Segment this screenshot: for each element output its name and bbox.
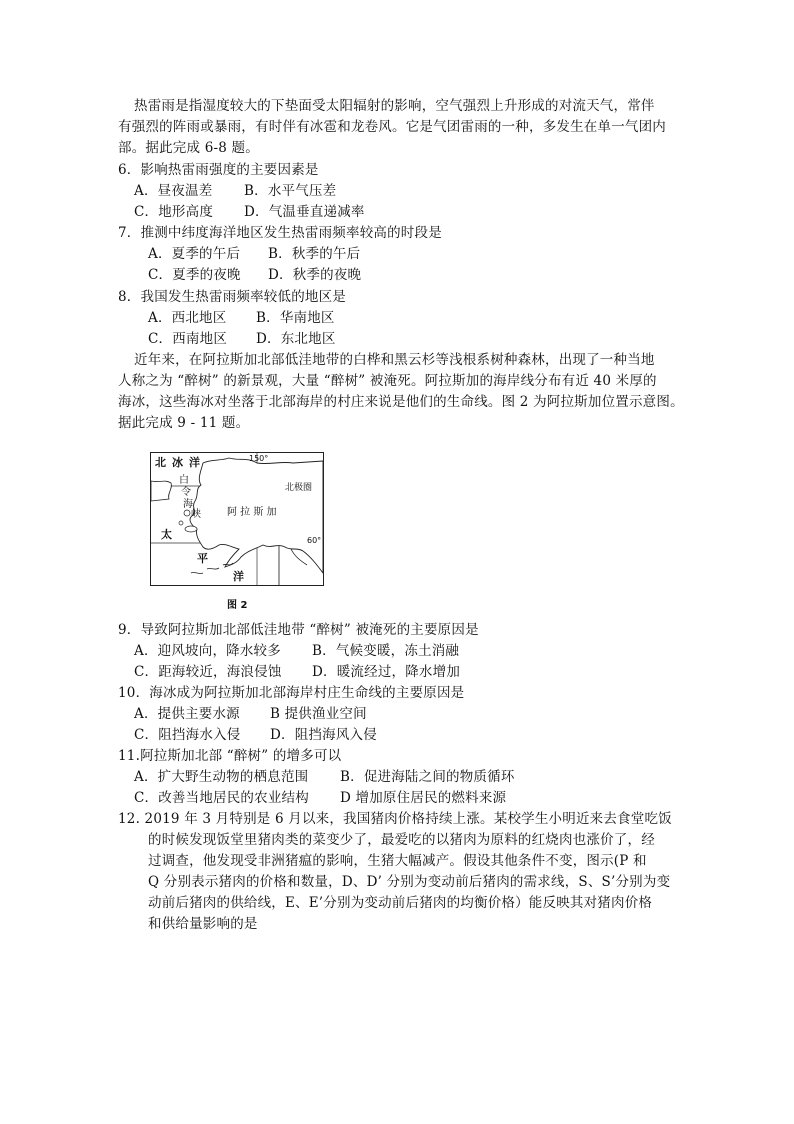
lon150-label: 150° (249, 454, 269, 463)
asia-coast (151, 481, 171, 501)
q7-option-a: A．夏季的午后 (148, 246, 241, 262)
q12-line-6: 和供给量影响的是 (148, 916, 258, 932)
pacific-char-1: 太 (161, 528, 172, 541)
intro2-line-1: 近年来，在阿拉斯加北部低洼地带的白桦和黑云杉等浅根系树种森林，出现了一种当地 (134, 352, 655, 368)
q10-stem: 10．海冰成为阿拉斯加北部海岸村庄生命线的主要原因是 (118, 685, 465, 701)
q9-option-c: C．距海较近，海浪侵蚀 (134, 664, 282, 680)
intro1-line-1: 热雷雨是指湿度较大的下垫面受太阳辐射的影响，空气强烈上升形成的对流天气，常伴 (134, 98, 655, 114)
lat60-label: 60° (307, 536, 322, 545)
q12-line-1: 12. 2019 年 3 月特别是 6 月以来，我国猪肉价格持续上涨。某校学生小明近来去食堂吃饭 (118, 811, 672, 827)
arctic-ocean-label: 北冰洋 (155, 456, 206, 469)
q11-option-d: D 增加原住居民的燃料来源 (340, 790, 507, 806)
q12-line-5: 动前后猪肉的供给线，E、E’分别为变动前后猪肉的均衡价格）能反映其对猪肉价格 (148, 895, 653, 911)
q11-option-a: A．扩大野生动物的栖息范围 (134, 769, 309, 785)
q6-option-a: A．昼夜温差 (134, 183, 213, 199)
q12-line-2: 的时候发现饭堂里猪肉类的菜变少了，最爱吃的以猪肉为原料的红烧肉也涨价了，经 (148, 832, 655, 848)
q12-line-4: Q 分别表示猪肉的价格和数量，D、D’ 分别为变动前后猪肉的需求线，S、S’分别为变 (148, 874, 671, 890)
q10-option-b: B 提供渔业空间 (270, 706, 367, 722)
q9-stem: 9．导致阿拉斯加北部低洼地带 “醉树” 被淹死的主要原因是 (118, 622, 479, 638)
strait-char-2: 令 (181, 487, 191, 498)
q7-option-d: D．秋季的夜晚 (268, 267, 362, 283)
q6-option-d: D．气温垂直递减率 (244, 204, 365, 220)
q8-stem: 8．我国发生热雷雨频率较低的地区是 (118, 289, 346, 305)
q8-option-c: C．西南地区 (148, 331, 228, 347)
arctic-circle-label: 北极圈 (285, 483, 313, 493)
q10-option-a: A．提供主要水源 (134, 706, 240, 722)
q9-option-b: B．气候变暖，冻土消融 (312, 643, 460, 659)
intro1-line-2: 有强烈的阵雨或暴雨，有时伴有冰雹和龙卷风。它是气团雷雨的一种，多发生在单一气团内 (118, 119, 666, 135)
strait-char-3: 海 (183, 499, 193, 510)
q11-option-c: C．改善当地居民的农业结构 (134, 790, 309, 806)
q10-option-c: C．阻挡海水入侵 (134, 727, 241, 743)
q8-option-d: D．东北地区 (256, 331, 336, 347)
pacific-char-3: 洋 (233, 570, 244, 583)
q6-stem: 6．影响热雷雨强度的主要因素是 (118, 162, 319, 178)
figure-caption: 图 2 (227, 600, 248, 611)
q6-option-c: C．地形高度 (134, 204, 214, 220)
intro1-line-3: 部。据此完成 6-8 题。 (118, 140, 259, 156)
intro2-line-4: 据此完成 9 - 11 题。 (118, 415, 250, 431)
q11-option-b: B．促进海陆之间的物质循环 (340, 769, 515, 785)
alaska-label: 阿 拉 斯 加 (227, 507, 277, 518)
q9-option-d: D．暖流经过，降水增加 (312, 664, 461, 680)
q6-option-b: B．水平气压差 (244, 183, 337, 199)
strait-char-1: 白 (179, 475, 189, 486)
q8-option-b: B．华南地区 (256, 310, 335, 326)
q7-stem: 7．推测中纬度海洋地区发生热雷雨频率较高的时段是 (118, 225, 442, 241)
q9-option-a: A．迎风坡向，降水较多 (134, 643, 281, 659)
alaska-location-map (150, 452, 324, 586)
q8-option-a: A．西北地区 (148, 310, 227, 326)
q10-option-d: D．阻挡海风入侵 (270, 727, 377, 743)
q7-option-c: C．夏季的夜晚 (148, 267, 241, 283)
q11-stem: 11.阿拉斯加北部 “醉树” 的增多可以 (118, 748, 342, 764)
q7-option-b: B．秋季的午后 (268, 246, 361, 262)
map-graphic (151, 453, 323, 585)
q12-line-3: 过调查，他发现受非洲猪瘟的影响，生猪大幅减产。假设其他条件不变，图示(P 和 (148, 853, 647, 869)
intro2-line-2: 人称之为 “醉树” 的新景观，大量 “醉树” 被淹死。阿拉斯加的海岸线分布有近 40 米厚的 (118, 373, 657, 389)
strait-char-4: 峡 (191, 509, 201, 520)
intro2-line-3: 海冰，这些海冰对坐落于北部海岸的村庄来说是他们的生命线。图 2 为阿拉斯加位置示意图。 (118, 394, 684, 410)
pacific-char-2: 平 (197, 552, 208, 565)
